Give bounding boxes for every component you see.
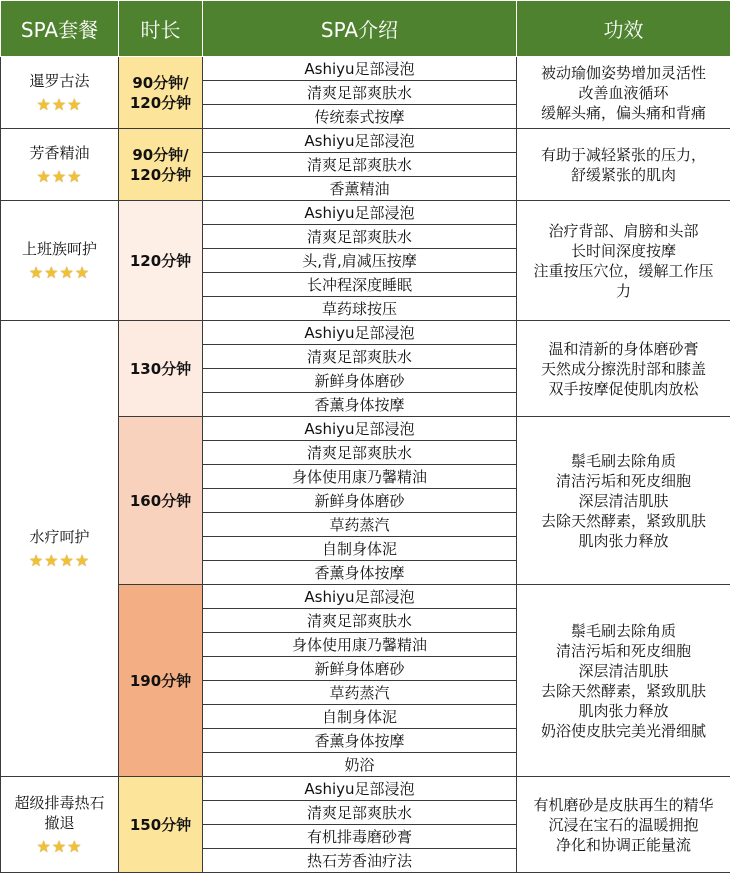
service-item: 清爽足部爽肤水	[203, 441, 517, 465]
effect-text: 深层清洁肌肤	[578, 491, 669, 510]
star-rating	[1, 95, 118, 115]
star-icon: ★	[28, 550, 45, 570]
service-item: 草药蒸汽	[203, 513, 517, 537]
duration-text: 120分钟	[129, 165, 192, 184]
service-item: 草药蒸汽	[203, 681, 517, 705]
effect-text: 清洁污垢和死皮细胞	[555, 641, 691, 660]
duration-cell	[119, 129, 203, 201]
effect-text: 有机磨砂是皮肤再生的精华	[533, 795, 714, 814]
service-item: Ashiyu足部浸泡	[203, 57, 517, 81]
service-item: 清爽足部爽肤水	[203, 225, 517, 249]
star-rating	[1, 837, 118, 857]
service-item: 香薰身体按摩	[203, 729, 517, 753]
effect-text: 舒缓紧张的肌肉	[570, 165, 676, 184]
effect-text: 奶浴使皮肤完美光滑细腻	[540, 721, 706, 740]
effect-text: 天然成分擦洗肘部和膝盖	[540, 359, 706, 378]
duration-cell	[119, 777, 203, 873]
effect-text: 长时间深度按摩	[570, 241, 676, 260]
effects-cell	[517, 321, 730, 417]
effects-cell	[517, 417, 730, 585]
header-effects: 功效	[517, 1, 730, 57]
duration-text: 150分钟	[129, 815, 192, 834]
package-name: 上班族呵护	[21, 239, 97, 258]
service-item: 身体使用康乃馨精油	[203, 465, 517, 489]
effects-cell	[517, 201, 730, 321]
effect-text: 肌肉张力释放	[578, 531, 669, 550]
service-item: 香薰身体按摩	[203, 561, 517, 585]
duration-cell	[119, 57, 203, 129]
effects-cell	[517, 777, 730, 873]
star-rating	[1, 167, 118, 187]
star-icon: ★	[67, 94, 83, 114]
service-item: 新鲜身体磨砂	[203, 657, 517, 681]
service-item: 草药球按压	[203, 297, 517, 321]
service-item: 传统泰式按摩	[203, 105, 517, 129]
effect-text: 治疗背部、肩膀和头部	[548, 221, 699, 240]
effect-text: 深层清洁肌肤	[578, 661, 669, 680]
effect-text: 双手按摩促使肌肉放松	[548, 379, 699, 398]
duration-text: 90分钟/	[132, 145, 189, 164]
duration-cell	[119, 321, 203, 417]
duration-text: 190分钟	[129, 671, 192, 690]
effect-text: 被动瑜伽姿势增加灵活性	[540, 63, 706, 82]
service-item: 清爽足部爽肤水	[203, 153, 517, 177]
effect-text: 温和清新的身体磨砂膏	[548, 339, 699, 358]
service-item: 头,背,肩减压按摩	[203, 249, 517, 273]
package-name: 水疗呵护	[29, 527, 90, 546]
star-rating	[1, 263, 118, 283]
service-item: 香薰精油	[203, 177, 517, 201]
duration-text: 130分钟	[129, 359, 192, 378]
star-rating	[1, 551, 118, 571]
table-row	[1, 57, 730, 81]
service-item: 有机排毒磨砂膏	[203, 825, 517, 849]
star-icon: ★	[51, 836, 68, 856]
package-cell	[1, 777, 119, 873]
service-item: Ashiyu足部浸泡	[203, 321, 517, 345]
effect-text: 去除天然酵素，紧致肌肤	[540, 511, 706, 530]
effect-text: 注重按压穴位，缓解工作压	[533, 261, 714, 280]
table-row	[1, 201, 730, 225]
service-item: 热石芳香油疗法	[203, 849, 517, 873]
service-item: 清爽足部爽肤水	[203, 609, 517, 633]
duration-cell	[119, 417, 203, 585]
service-item: 自制身体泥	[203, 705, 517, 729]
service-item: Ashiyu足部浸泡	[203, 201, 517, 225]
star-icon: ★	[28, 262, 45, 282]
package-name: 暹罗古法	[29, 71, 90, 90]
header-introduction: SPA介绍	[203, 1, 517, 57]
package-cell	[1, 201, 119, 321]
effects-cell	[517, 585, 730, 777]
service-item: 清爽足部爽肤水	[203, 345, 517, 369]
effect-text: 改善血液循环	[578, 83, 669, 102]
service-item: 新鲜身体磨砂	[203, 489, 517, 513]
package-name: 芳香精油	[29, 143, 90, 162]
effect-text: 沉浸在宝石的温暖拥抱	[548, 815, 699, 834]
table-row	[1, 777, 730, 801]
service-item: 自制身体泥	[203, 537, 517, 561]
service-item: 清爽足部爽肤水	[203, 81, 517, 105]
effect-text: 鬃毛刷去除角质	[570, 451, 676, 470]
effect-text: 去除天然酵素，紧致肌肤	[540, 681, 706, 700]
effect-text: 鬃毛刷去除角质	[570, 621, 676, 640]
star-icon: ★	[67, 836, 83, 856]
effect-text: 有助于减轻紧张的压力，	[540, 145, 706, 164]
effect-text: 净化和协调正能量流	[555, 835, 691, 854]
star-icon: ★	[59, 550, 75, 570]
star-icon: ★	[44, 550, 60, 570]
header-package: SPA套餐	[1, 1, 119, 57]
package-cell	[1, 129, 119, 201]
effect-text: 清洁污垢和死皮细胞	[555, 471, 691, 490]
service-item: Ashiyu足部浸泡	[203, 777, 517, 801]
service-item: 香薰身体按摩	[203, 393, 517, 417]
star-icon: ★	[36, 94, 52, 114]
service-item: 新鲜身体磨砂	[203, 369, 517, 393]
effect-text: 力	[615, 281, 631, 300]
service-item: 清爽足部爽肤水	[203, 801, 517, 825]
effects-cell	[517, 57, 730, 129]
star-icon: ★	[51, 94, 68, 114]
star-icon: ★	[44, 262, 60, 282]
service-item: Ashiyu足部浸泡	[203, 417, 517, 441]
package-name: 撤退	[44, 813, 75, 832]
star-icon: ★	[59, 262, 75, 282]
star-icon: ★	[36, 836, 52, 856]
table-row	[1, 321, 730, 345]
star-icon: ★	[36, 166, 52, 186]
star-icon: ★	[74, 262, 91, 282]
star-icon: ★	[74, 550, 91, 570]
duration-text: 120分钟	[129, 251, 192, 270]
package-name: 超级排毒热石	[14, 793, 105, 812]
package-cell	[1, 321, 119, 777]
duration-text: 120分钟	[129, 93, 192, 112]
service-item: 奶浴	[203, 753, 517, 777]
star-icon: ★	[51, 166, 68, 186]
effects-cell	[517, 129, 730, 201]
service-item: 长冲程深度睡眠	[203, 273, 517, 297]
table-header-row	[1, 1, 730, 57]
header-duration: 时长	[119, 1, 203, 57]
service-item: 身体使用康乃馨精油	[203, 633, 517, 657]
duration-text: 90分钟/	[132, 73, 189, 92]
package-cell	[1, 57, 119, 129]
service-item: Ashiyu足部浸泡	[203, 129, 517, 153]
table-row	[1, 129, 730, 153]
duration-cell	[119, 585, 203, 777]
duration-text: 160分钟	[129, 491, 192, 510]
duration-cell	[119, 201, 203, 321]
effect-text: 缓解头痛，偏头痛和背痛	[540, 103, 706, 122]
table-body	[1, 57, 730, 873]
service-item: Ashiyu足部浸泡	[203, 585, 517, 609]
effect-text: 肌肉张力释放	[578, 701, 669, 720]
star-icon: ★	[67, 166, 83, 186]
